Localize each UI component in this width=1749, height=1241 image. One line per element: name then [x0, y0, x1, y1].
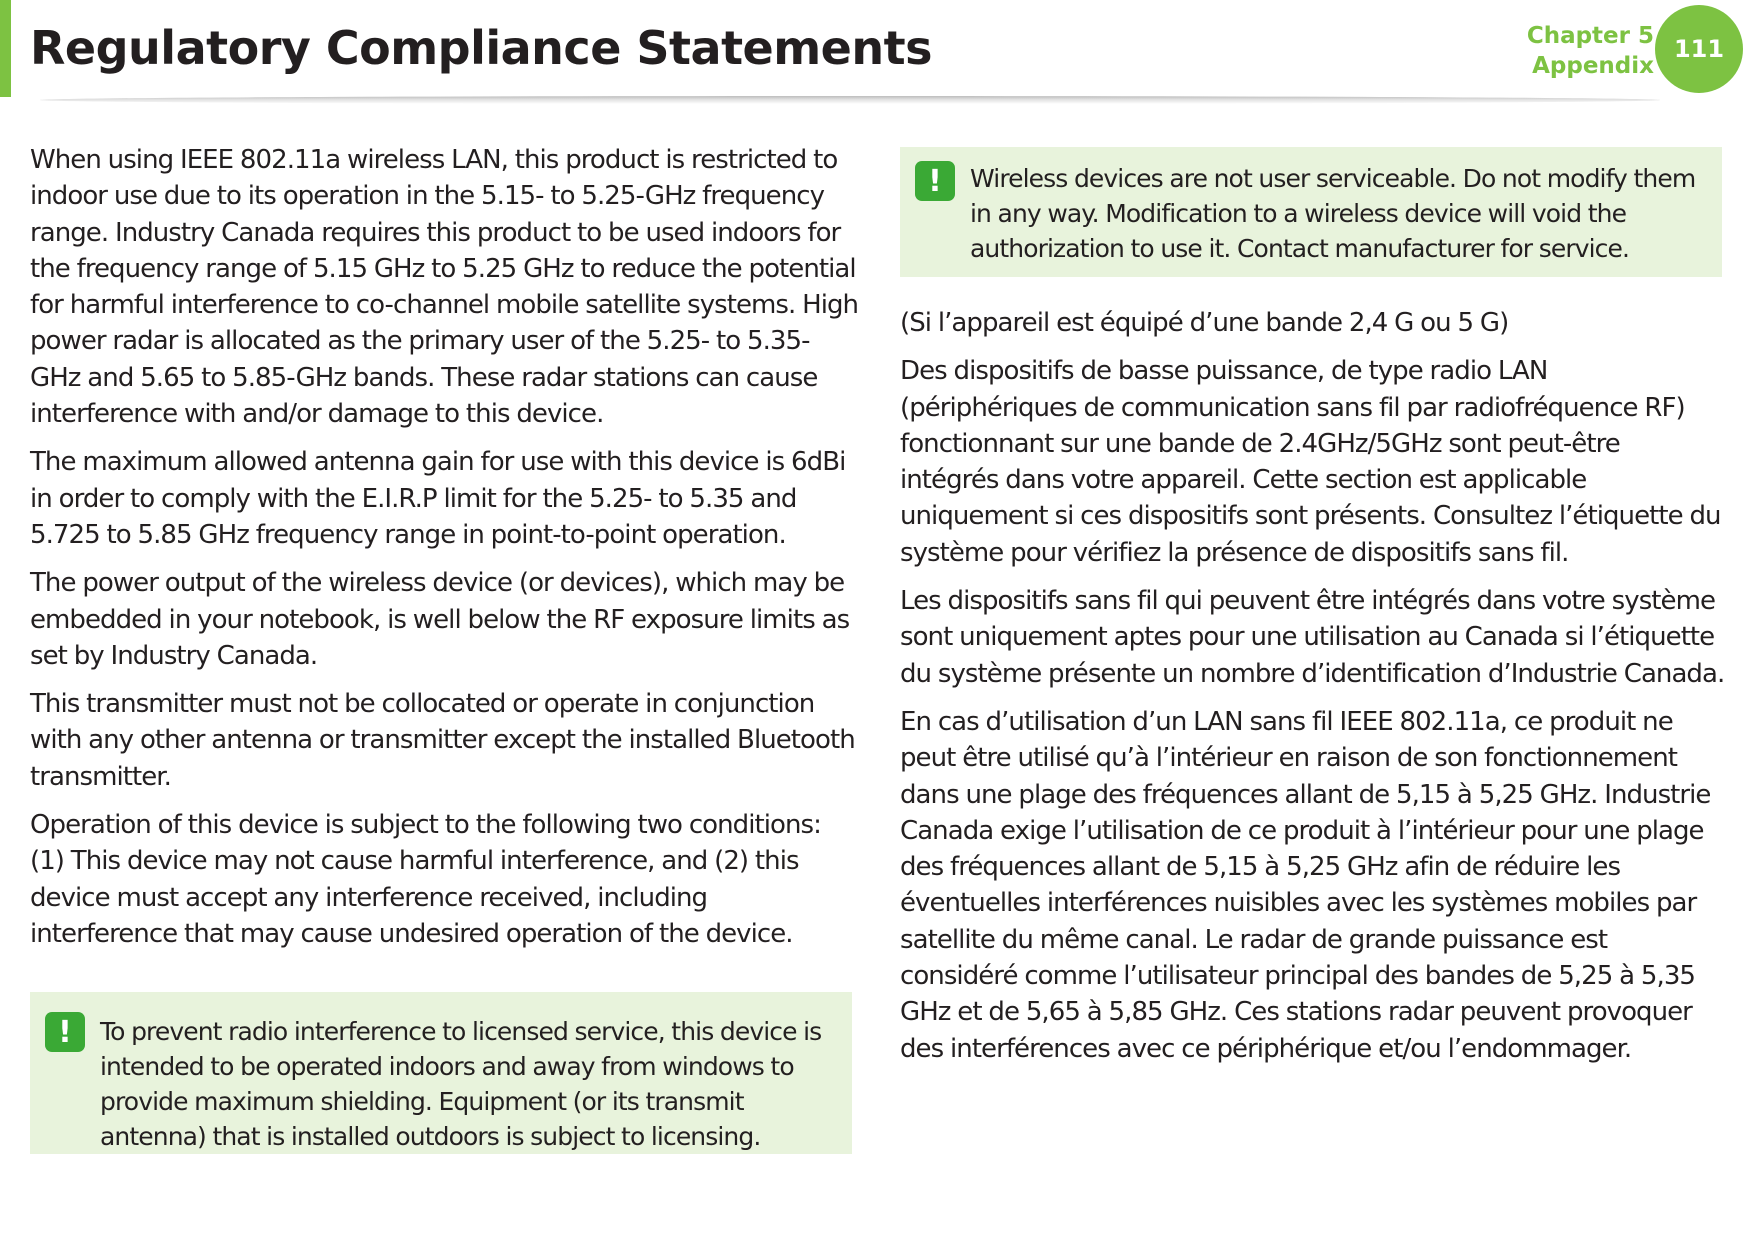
- header-accent-bar: [0, 0, 11, 97]
- paragraph: The power output of the wireless device (or devices), which may be embedded in your notebook, is well below the RF exposure limits as set by Industry Canada.: [30, 568, 850, 671]
- paragraph: Des dispositifs de basse puissance, de type radio LAN (périphériques de communication sans fil par radiofréquence RF) fonctionnant sur une bande de 2.4GHz/5GHz sont peut-être intégrés dans votre appareil. Cette section est applicable uniquement si ces dispositifs sont présents. Consultez l’étiquette du système pour vérifiez la présence de dispositifs sans fil.: [900, 356, 1721, 568]
- notice-text: To prevent radio interference to licensed service, this device is intended to be operated indoors and away from windows to provide maximum shielding. Equipment (or its transmit antenna) that is installed outdoors is subject to licensing.: [100, 1017, 822, 1152]
- warning-icon: !: [915, 161, 955, 201]
- warning-notice: [900, 147, 1722, 277]
- paragraph: When using IEEE 802.11a wireless LAN, this product is restricted to indoor use due to its operation in the 5.15- to 5.25-GHz frequency range. Industry Canada requires this product to be used indoors for the frequency range of 5.15 GHz to 5.25 GHz to reduce the potential for harmful interference to co-channel mobile satellite systems. High power radar is allocated as the primary user of the 5.25- to 5.35-GHz and 5.65 to 5.85-GHz bands. These radar stations can cause interference with and/or damage to this device.: [30, 145, 859, 430]
- chapter-label: [1527, 21, 1654, 81]
- left-column: [30, 142, 860, 1154]
- header-divider: [40, 96, 1660, 104]
- chapter-section: Appendix: [1532, 53, 1654, 79]
- page-number-badge: 111: [1655, 5, 1743, 93]
- paragraph: This transmitter must not be collocated or operate in conjunction with any other antenna or transmitter except the installed Bluetooth transmitter.: [30, 689, 855, 792]
- chapter-number: Chapter 5: [1526, 23, 1654, 49]
- right-column: [900, 147, 1725, 1079]
- notice-text: Wireless devices are not user serviceable. Do not modify them in any way. Modification to a wireless device will void the authorization to use it. Contact manufacturer for service.: [970, 164, 1696, 263]
- page-title: Regulatory Compliance Statements: [30, 21, 933, 75]
- paragraph: En cas d’utilisation d’un LAN sans fil IEEE 802.11a, ce produit ne peut être utilisé qu’à l’intérieur en raison de son fonctionnement dans une plage des fréquences allant de 5,15 à 5,25 GHz. Industrie Canada exige l’utilisation de ce produit à l’intérieur pour une plage des fréquences allant de 5,15 à 5,25 GHz afin de réduire les éventuelles interférences nuisibles avec les systèmes mobiles par satellite du même canal. Le radar de grande puissance est considéré comme l’utilisateur principal des bandes de 5,25 à 5,35 GHz et de 5,65 à 5,85 GHz. Ces stations radar peuvent provoquer des interférences avec ce périphérique et/ou l’endommager.: [900, 706, 1711, 1064]
- paragraph: Operation of this device is subject to the following two conditions: (1) This device may not cause harmful interference, and (2) this device must accept any interference received, including interference that may cause undesired operation of the device.: [30, 810, 821, 949]
- warning-notice: [30, 992, 852, 1154]
- paragraph: The maximum allowed antenna gain for use with this device is 6dBi in order to comply with the E.I.R.P limit for the 5.25- to 5.35 and 5.725 to 5.85 GHz frequency range in point-to-point operation.: [30, 447, 846, 550]
- warning-icon: !: [45, 1012, 85, 1052]
- paragraph: Les dispositifs sans fil qui peuvent être intégrés dans votre système sont uniquement aptes pour une utilisation au Canada si l’étiquette du système présente un nombre d’identification d’Industrie Canada.: [900, 586, 1725, 689]
- paragraph: (Si l’appareil est équipé d’une bande 2,4 G ou 5 G): [900, 308, 1509, 338]
